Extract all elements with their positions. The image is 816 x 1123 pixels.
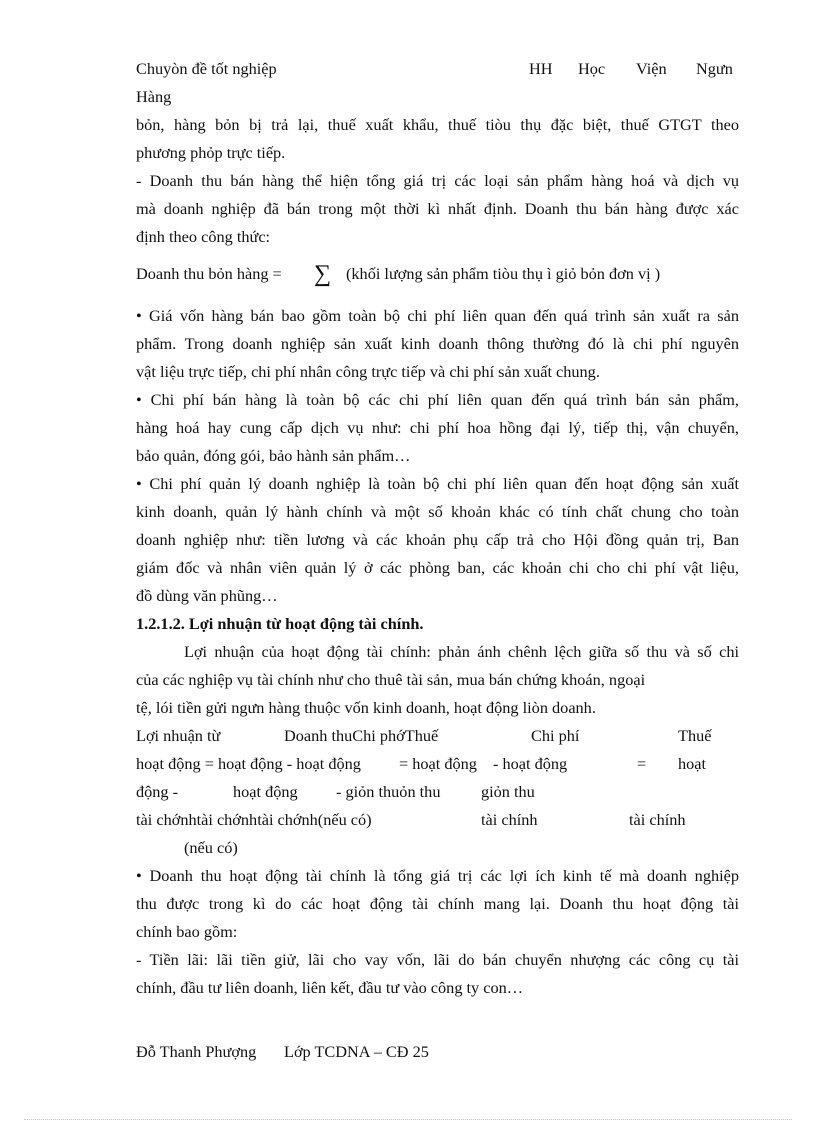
- footer-class: Lớp TCDNA – CĐ 25: [284, 1042, 429, 1061]
- formula-cell: tài chính: [629, 810, 686, 829]
- text-line: kinh doanh, quản lý hành chính và một số khoản khác có tính chất chung cho toàn: [136, 502, 739, 521]
- text-line: bỏn, hàng bỏn bị trả lại, thuế xuất khẩu, thuế tiòu thụ đặc biệt, thuế GTGT theo: [136, 115, 739, 134]
- formula-revenue-left: Doanh thu bỏn hàng =: [136, 264, 282, 283]
- text-line: • Chi phí bán hàng là toàn bộ các chi phí liên quan đến quá trình bán sản phẩm,: [136, 390, 739, 409]
- formula-cell: động -: [136, 782, 179, 801]
- header-title-left: Chuyòn đề tốt nghiệp: [136, 59, 277, 78]
- header-word-4: Ngưn: [696, 59, 733, 78]
- text-line: - Doanh thu bán hàng thể hiện tổng giá trị các loại sản phẩm hàng hoá và dịch vụ: [136, 171, 739, 190]
- formula-cell: (nếu có): [184, 838, 238, 857]
- text-line: thu được trong kì do các hoạt động tài chính mang lại. Doanh thu hoạt động tài: [136, 894, 739, 913]
- page-bottom-divider: [24, 1119, 792, 1120]
- text-line: chính bao gồm:: [136, 922, 238, 941]
- text-line: vật liệu trực tiếp, chi phí nhân công trực tiếp và chi phí sản xuất chung.: [136, 362, 600, 381]
- sigma-symbol: ∑: [314, 261, 332, 287]
- text-line: doanh nghiệp như: tiền lương và các khoản phụ cấp trả cho Hội đồng quản trị, Ban: [136, 530, 739, 549]
- text-line: • Chi phí quản lý doanh nghiệp là toàn bộ chi phí liên quan đến hoạt động sản xuất: [136, 474, 739, 493]
- text-line: chính, đầu tư liên doanh, liên kết, đầu tư vào công ty con…: [136, 978, 524, 997]
- formula-cell: =: [637, 754, 647, 773]
- footer-author: Đỗ Thanh Phượng: [136, 1042, 257, 1061]
- formula-cell: tài chớnhtài chớnhtài chớnh(nếu có): [136, 810, 372, 829]
- text-line: bảo quản, đóng gói, bảo hành sản phẩm…: [136, 446, 411, 465]
- formula-cell: - giỏn thuỏn thu: [336, 782, 441, 801]
- text-line: mà doanh nghiệp đã bán trong một thời kì nhất định. Doanh thu bán hàng được xác: [136, 199, 739, 218]
- text-line: • Giá vốn hàng bán bao gồm toàn bộ chi phí liên quan đến quá trình sản xuất ra sản: [136, 306, 739, 325]
- formula-cell: Thuế: [678, 726, 712, 745]
- section-heading: 1.2.1.2. Lợi nhuận từ hoạt động tài chính.: [136, 614, 424, 633]
- text-line: của các nghiệp vụ tài chính như cho thuê tài sản, mua bán chứng khoán, ngoại: [136, 670, 646, 689]
- formula-cell: hoạt động = hoạt động - hoạt động: [136, 754, 361, 773]
- text-line: định theo công thức:: [136, 227, 271, 246]
- formula-cell: Lợi nhuận từ: [136, 726, 221, 745]
- formula-cell: tài chính: [481, 810, 538, 829]
- text-line: • Doanh thu hoạt động tài chính là tổng giá trị các lợi ích kinh tế mà doanh nghiệp: [136, 866, 739, 885]
- formula-cell: = hoạt động: [399, 754, 477, 773]
- text-line: Lợi nhuận của hoạt động tài chính: phản ánh chênh lệch giữa số thu và số chi: [184, 642, 739, 661]
- header-word-2: Học: [578, 59, 606, 78]
- formula-revenue-right: (khối lượng sản phẩm tiòu thụ ì giỏ bỏn đơn vị ): [346, 264, 661, 283]
- header-word-1: HH: [529, 59, 553, 78]
- text-line: đồ dùng văn phũng…: [136, 586, 278, 605]
- formula-cell: hoạt: [678, 754, 707, 773]
- formula-cell: - hoạt động: [493, 754, 568, 773]
- header-continued: Hàng: [136, 87, 172, 106]
- text-line: giám đốc và nhân viên quản lý ở các phòng ban, các khoản chi cho chi phí vật liệu,: [136, 558, 739, 577]
- text-line: phẩm. Trong doanh nghiệp sản xuất kinh doanh thông thường đó là chi phí nguyên: [136, 334, 739, 353]
- formula-cell: hoạt động: [233, 782, 298, 801]
- formula-cell: Chi phí: [531, 726, 580, 745]
- header-word-3: Viện: [636, 59, 667, 78]
- text-line: phương phỏp trực tiếp.: [136, 143, 286, 162]
- text-line: hàng hoá hay cung cấp dịch vụ như: chi phí hoa hồng đại lý, tiếp thị, vận chuyển,: [136, 418, 739, 437]
- formula-cell: giỏn thu: [481, 782, 535, 801]
- formula-cell: Doanh thuChi phớThuế: [284, 726, 439, 745]
- text-line: tệ, lói tiền gửi ngưn hàng thuộc vốn kinh doanh, hoạt động liòn doanh.: [136, 698, 596, 717]
- text-line: - Tiền lãi: lãi tiền giử, lãi cho vay vốn, lãi do bán chuyển nhượng các công cụ tài: [136, 950, 739, 969]
